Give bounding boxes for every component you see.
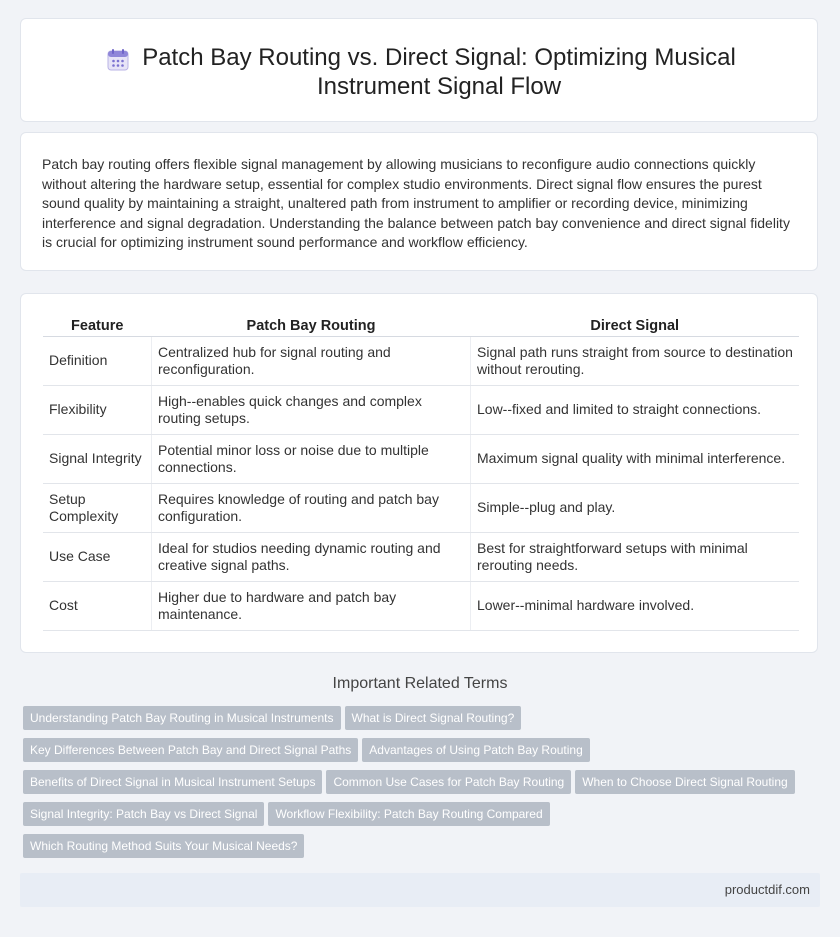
related-tag[interactable]: Common Use Cases for Patch Bay Routing bbox=[326, 770, 571, 794]
header-feature: Feature bbox=[43, 316, 152, 337]
patch-bay-cell: Centralized hub for signal routing and reconfiguration. bbox=[152, 337, 471, 386]
related-tag[interactable]: Benefits of Direct Signal in Musical Instrument Setups bbox=[23, 770, 322, 794]
related-tag[interactable]: Key Differences Between Patch Bay and Direct Signal Paths bbox=[23, 738, 358, 762]
feature-cell: Use Case bbox=[43, 533, 152, 582]
patch-bay-cell: High--enables quick changes and complex routing setups. bbox=[152, 386, 471, 435]
related-tag[interactable]: Workflow Flexibility: Patch Bay Routing Compared bbox=[268, 802, 549, 826]
header-card bbox=[20, 18, 818, 122]
feature-cell: Setup Complexity bbox=[43, 484, 152, 533]
patch-bay-cell: Requires knowledge of routing and patch bay configuration. bbox=[152, 484, 471, 533]
table-row bbox=[43, 533, 799, 582]
related-tag[interactable]: Advantages of Using Patch Bay Routing bbox=[362, 738, 589, 762]
patch-bay-cell: Potential minor loss or noise due to multiple connections. bbox=[152, 435, 471, 484]
header-patch-bay: Patch Bay Routing bbox=[152, 316, 471, 337]
table-row bbox=[43, 582, 799, 631]
feature-cell: Definition bbox=[43, 337, 152, 386]
direct-signal-cell: Best for straightforward setups with minimal rerouting needs. bbox=[471, 533, 800, 582]
feature-cell: Signal Integrity bbox=[43, 435, 152, 484]
related-terms-list bbox=[23, 706, 823, 866]
footer bbox=[20, 873, 820, 907]
comparison-table bbox=[43, 316, 799, 631]
table-row bbox=[43, 484, 799, 533]
direct-signal-cell: Lower--minimal hardware involved. bbox=[471, 582, 800, 631]
patch-bay-cell: Ideal for studios needing dynamic routing and creative signal paths. bbox=[152, 533, 471, 582]
patch-bay-cell: Higher due to hardware and patch bay maintenance. bbox=[152, 582, 471, 631]
related-tag[interactable]: Understanding Patch Bay Routing in Musical Instruments bbox=[23, 706, 341, 730]
related-tag[interactable]: What is Direct Signal Routing? bbox=[345, 706, 522, 730]
feature-cell: Cost bbox=[43, 582, 152, 631]
table-row bbox=[43, 386, 799, 435]
feature-cell: Flexibility bbox=[43, 386, 152, 435]
table-row bbox=[43, 435, 799, 484]
page-title: Patch Bay Routing vs. Direct Signal: Optimizing Musical Instrument Signal Flow bbox=[142, 44, 736, 100]
intro-paragraph: Patch bay routing offers flexible signal management by allowing musicians to reconfigure audio connections quickly without altering the hardware setup, essential for complex studio environments. Direct signal flow ensures the purest sound quality by maintaining a straight, unaltered path from instrument to amplifier or recording device, minimizing interference and signal degradation. Understanding the balance between patch bay convenience and direct signal fidelity is crucial for optimizing instrument sound performance and workflow efficiency. bbox=[42, 156, 790, 250]
related-terms-title: Important Related Terms bbox=[332, 675, 508, 692]
intro-card bbox=[20, 132, 818, 271]
footer-site[interactable]: productdif.com bbox=[724, 882, 810, 897]
table-row bbox=[43, 337, 799, 386]
direct-signal-cell: Maximum signal quality with minimal interference. bbox=[471, 435, 800, 484]
header-direct-signal: Direct Signal bbox=[471, 316, 800, 337]
comparison-card bbox=[20, 293, 818, 653]
direct-signal-cell: Low--fixed and limited to straight connections. bbox=[471, 386, 800, 435]
related-tag[interactable]: Which Routing Method Suits Your Musical Needs? bbox=[23, 834, 304, 858]
direct-signal-cell: Signal path runs straight from source to destination without rerouting. bbox=[471, 337, 800, 386]
related-tag[interactable]: Signal Integrity: Patch Bay vs Direct Signal bbox=[23, 802, 264, 826]
direct-signal-cell: Simple--plug and play. bbox=[471, 484, 800, 533]
table-header-row bbox=[43, 316, 799, 337]
related-tag[interactable]: When to Choose Direct Signal Routing bbox=[575, 770, 794, 794]
